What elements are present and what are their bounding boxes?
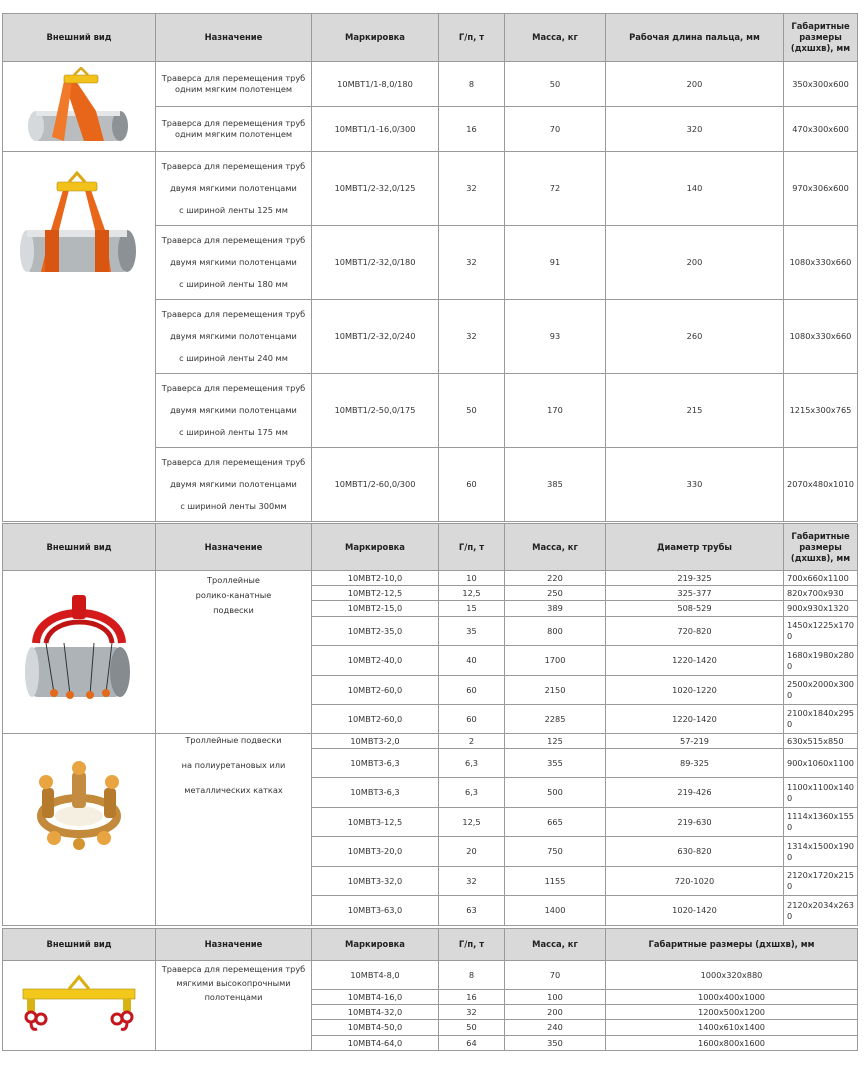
col-header-purpose: Назначение (156, 524, 312, 571)
header-row (3, 14, 858, 62)
purpose-text: с шириной ленты 180 мм (179, 279, 288, 289)
col-header-dimensions: Габаритные размеры (дхшхв), мм (606, 929, 858, 961)
load-cell: 32 (439, 300, 505, 374)
finger-length-cell: 320 (606, 107, 784, 152)
marking-cell: 10МВТ2-40,0 (312, 646, 439, 676)
load-cell: 35 (439, 617, 505, 646)
purpose-text: Траверса для перемещения труб (161, 235, 306, 245)
trolley-polyurethane-suspension-icon (24, 758, 134, 858)
dimensions-cell: 2070х480х1010 (784, 448, 858, 522)
purpose-cell (156, 107, 312, 152)
purpose-text: Траверса для перемещения труб (161, 964, 306, 974)
pipe-diameter-cell: 508-529 (606, 601, 784, 617)
dimensions-cell: 1200х500х1200 (606, 1005, 858, 1020)
load-cell: 2 (439, 734, 505, 749)
col-header-purpose: Назначение (156, 14, 312, 62)
pipe-diameter-cell: 1220-1420 (606, 646, 784, 676)
table-traverses (2, 13, 858, 522)
marking-cell: 10МВТ2-15,0 (312, 601, 439, 617)
col-header-view: Внешний вид (3, 524, 156, 571)
load-cell: 32 (439, 226, 505, 300)
dimensions-cell: 700х660х1100 (784, 571, 858, 586)
mass-cell: 1400 (505, 896, 606, 926)
traverse-single-sling-icon (24, 67, 134, 147)
col-header-marking: Маркировка (312, 14, 439, 62)
marking-cell: 10МВТ3-32,0 (312, 867, 439, 896)
purpose-text: ролико-канатные (195, 590, 272, 600)
marking-cell: 10МВТ4-32,0 (312, 1005, 439, 1020)
pipe-diameter-cell: 219-325 (606, 571, 784, 586)
product-image-cell (3, 152, 156, 522)
col-header-finger-length: Рабочая длина пальца, мм (606, 14, 784, 62)
purpose-text: двумя мягкими полотенцами (170, 183, 297, 193)
purpose-text: одним мягким полотенцем (174, 84, 293, 94)
trolley-roller-suspension-icon (24, 585, 134, 709)
marking-cell: 10МВТ2-60,0 (312, 676, 439, 705)
pipe-diameter-cell: 1020-1420 (606, 896, 784, 926)
dimensions-cell: 1680х1980х2800 (784, 646, 858, 676)
table-trolley-suspensions (2, 523, 858, 926)
finger-length-cell: 200 (606, 226, 784, 300)
purpose-text: двумя мягкими полотенцами (170, 405, 297, 415)
pipe-diameter-cell: 720-1020 (606, 867, 784, 896)
purpose-text: двумя мягкими полотенцами (170, 257, 297, 267)
mass-cell: 240 (505, 1020, 606, 1036)
marking-cell: 10МВТ2-60,0 (312, 705, 439, 734)
pipe-diameter-cell: 89-325 (606, 749, 784, 778)
marking-cell: 10МВТ2-10,0 (312, 571, 439, 586)
mass-cell: 125 (505, 734, 606, 749)
marking-cell: 10МВТ3-6,3 (312, 778, 439, 808)
dimensions-cell: 1000х400х1000 (606, 990, 858, 1005)
load-cell: 8 (439, 961, 505, 990)
mass-cell: 250 (505, 586, 606, 601)
finger-length-cell: 215 (606, 374, 784, 448)
product-image-cell (3, 571, 156, 734)
table-row (3, 571, 858, 586)
purpose-text: металлических катках (184, 785, 283, 795)
pipe-diameter-cell: 1220-1420 (606, 705, 784, 734)
dimensions-cell: 1000х320х880 (606, 961, 858, 990)
col-header-view: Внешний вид (3, 14, 156, 62)
pipe-diameter-cell: 720-820 (606, 617, 784, 646)
mass-cell: 385 (505, 448, 606, 522)
dimensions-cell: 470х300х600 (784, 107, 858, 152)
finger-length-cell: 200 (606, 62, 784, 107)
product-image-cell (3, 734, 156, 926)
purpose-cell (156, 152, 312, 226)
mass-cell: 91 (505, 226, 606, 300)
marking-cell: 10МВТ3-20,0 (312, 837, 439, 867)
purpose-text: Траверса для перемещения труб (161, 457, 306, 467)
dimensions-cell: 970х306х600 (784, 152, 858, 226)
col-header-mass: Масса, кг (505, 14, 606, 62)
marking-cell: 10МВТ1/2-60,0/300 (312, 448, 439, 522)
pipe-diameter-cell: 1020-1220 (606, 676, 784, 705)
dimensions-cell: 2500х2000х3000 (784, 676, 858, 705)
purpose-text: с шириной ленты 125 мм (179, 205, 288, 215)
purpose-text: Траверса для перемещения труб (161, 73, 306, 83)
purpose-text: двумя мягкими полотенцами (170, 331, 297, 341)
marking-cell: 10МВТ3-12,5 (312, 808, 439, 837)
dimensions-cell: 1314х1500х1900 (784, 837, 858, 867)
col-header-load: Г/п, т (439, 14, 505, 62)
dimensions-cell: 1450х1225х1700 (784, 617, 858, 646)
mass-cell: 500 (505, 778, 606, 808)
dimensions-cell: 1080х330х660 (784, 226, 858, 300)
pipe-diameter-cell: 219-426 (606, 778, 784, 808)
load-cell: 12,5 (439, 808, 505, 837)
col-header-load: Г/п, т (439, 929, 505, 961)
purpose-text: с шириной ленты 175 мм (179, 427, 288, 437)
finger-length-cell: 140 (606, 152, 784, 226)
finger-length-cell: 330 (606, 448, 784, 522)
mass-cell: 750 (505, 837, 606, 867)
load-cell: 40 (439, 646, 505, 676)
purpose-cell (156, 734, 312, 926)
mass-cell: 355 (505, 749, 606, 778)
pipe-diameter-cell: 325-377 (606, 586, 784, 601)
marking-cell: 10МВТ4-16,0 (312, 990, 439, 1005)
marking-cell: 10МВТ3-2,0 (312, 734, 439, 749)
marking-cell: 10МВТ1/2-50,0/175 (312, 374, 439, 448)
load-cell: 6,3 (439, 778, 505, 808)
pipe-diameter-cell: 57-219 (606, 734, 784, 749)
col-header-mass: Масса, кг (505, 524, 606, 571)
dimensions-cell: 820х700х930 (784, 586, 858, 601)
load-cell: 20 (439, 837, 505, 867)
col-header-marking: Маркировка (312, 929, 439, 961)
marking-cell: 10МВТ1/2-32,0/180 (312, 226, 439, 300)
mass-cell: 1700 (505, 646, 606, 676)
load-cell: 50 (439, 374, 505, 448)
beam-traverse-hooks-icon (19, 973, 139, 1037)
dimensions-cell: 630х515х850 (784, 734, 858, 749)
dimensions-cell: 900х930х1320 (784, 601, 858, 617)
load-cell: 32 (439, 867, 505, 896)
purpose-text: Траверса для перемещения труб (161, 383, 306, 393)
purpose-text: полотенцами (204, 992, 263, 1002)
load-cell: 32 (439, 152, 505, 226)
table-row (3, 961, 858, 990)
load-cell: 50 (439, 1020, 505, 1036)
mass-cell: 93 (505, 300, 606, 374)
marking-cell: 10МВТ2-12,5 (312, 586, 439, 601)
product-image-cell (3, 62, 156, 152)
marking-cell: 10МВТ4-50,0 (312, 1020, 439, 1036)
col-header-load: Г/п, т (439, 524, 505, 571)
mass-cell: 800 (505, 617, 606, 646)
load-cell: 15 (439, 601, 505, 617)
marking-cell: 10МВТ1/1-8,0/180 (312, 62, 439, 107)
marking-cell: 10МВТ3-63,0 (312, 896, 439, 926)
purpose-text: на полиуретановых или (181, 760, 286, 770)
dimensions-cell: 1100х1100х1400 (784, 778, 858, 808)
load-cell: 60 (439, 676, 505, 705)
purpose-text: Траверса для перемещения труб (161, 161, 306, 171)
col-header-dimensions: Габаритные размеры (дхшхв), мм (784, 524, 858, 571)
purpose-text: Траверса для перемещения труб (161, 118, 306, 128)
dimensions-cell: 1400х610х1400 (606, 1020, 858, 1036)
col-header-marking: Маркировка (312, 524, 439, 571)
pipe-diameter-cell: 630-820 (606, 837, 784, 867)
mass-cell: 665 (505, 808, 606, 837)
purpose-text: Траверса для перемещения труб (161, 309, 306, 319)
purpose-text: одним мягким полотенцем (174, 129, 293, 139)
table-row (3, 62, 858, 107)
mass-cell: 50 (505, 62, 606, 107)
load-cell: 6,3 (439, 749, 505, 778)
dimensions-cell: 2120х1720х2150 (784, 867, 858, 896)
load-cell: 60 (439, 448, 505, 522)
load-cell: 10 (439, 571, 505, 586)
dimensions-cell: 1600х800х1600 (606, 1036, 858, 1051)
marking-cell: 10МВТ2-35,0 (312, 617, 439, 646)
header-row (3, 524, 858, 571)
dimensions-cell: 1114х1360х1550 (784, 808, 858, 837)
dimensions-cell: 350х300х600 (784, 62, 858, 107)
mass-cell: 350 (505, 1036, 606, 1051)
purpose-text: мягкими высокопрочными (176, 978, 291, 988)
purpose-cell (156, 374, 312, 448)
purpose-text: подвески (213, 605, 254, 615)
mass-cell: 170 (505, 374, 606, 448)
product-image-cell (3, 961, 156, 1051)
traverse-double-sling-icon (19, 168, 139, 288)
mass-cell: 1155 (505, 867, 606, 896)
dimensions-cell: 900х1060х1100 (784, 749, 858, 778)
load-cell: 60 (439, 705, 505, 734)
mass-cell: 2285 (505, 705, 606, 734)
load-cell: 63 (439, 896, 505, 926)
purpose-text: двумя мягкими полотенцами (170, 479, 297, 489)
purpose-text: с шириной ленты 240 мм (179, 353, 288, 363)
marking-cell: 10МВТ4-8,0 (312, 961, 439, 990)
header-row (3, 929, 858, 961)
purpose-text: Троллейные (207, 575, 260, 585)
mass-cell: 72 (505, 152, 606, 226)
mass-cell: 220 (505, 571, 606, 586)
col-header-mass: Масса, кг (505, 929, 606, 961)
mass-cell: 100 (505, 990, 606, 1005)
col-header-view: Внешний вид (3, 929, 156, 961)
purpose-cell (156, 62, 312, 107)
load-cell: 16 (439, 107, 505, 152)
marking-cell: 10МВТ1/2-32,0/125 (312, 152, 439, 226)
mass-cell: 200 (505, 1005, 606, 1020)
mass-cell: 70 (505, 961, 606, 990)
load-cell: 12,5 (439, 586, 505, 601)
purpose-cell (156, 448, 312, 522)
dimensions-cell: 2100х1840х2950 (784, 705, 858, 734)
table-row (3, 152, 858, 226)
purpose-cell (156, 961, 312, 1051)
marking-cell: 10МВТ1/2-32,0/240 (312, 300, 439, 374)
load-cell: 64 (439, 1036, 505, 1051)
purpose-cell (156, 226, 312, 300)
load-cell: 16 (439, 990, 505, 1005)
col-header-dimensions: Габаритные размеры (дхшхв), мм (784, 14, 858, 62)
purpose-text: Троллейные подвески (185, 735, 282, 745)
finger-length-cell: 260 (606, 300, 784, 374)
marking-cell: 10МВТ3-6,3 (312, 749, 439, 778)
purpose-cell (156, 571, 312, 734)
marking-cell: 10МВТ1/1-16,0/300 (312, 107, 439, 152)
purpose-cell (156, 300, 312, 374)
dimensions-cell: 1215х300х765 (784, 374, 858, 448)
marking-cell: 10МВТ4-64,0 (312, 1036, 439, 1051)
dimensions-cell: 1080х330х660 (784, 300, 858, 374)
load-cell: 32 (439, 1005, 505, 1020)
col-header-pipe-diameter: Диаметр трубы (606, 524, 784, 571)
dimensions-cell: 2120х2034х2630 (784, 896, 858, 926)
col-header-purpose: Назначение (156, 929, 312, 961)
purpose-text: с шириной ленты 300мм (180, 501, 287, 511)
mass-cell: 389 (505, 601, 606, 617)
table-row (3, 734, 858, 749)
load-cell: 8 (439, 62, 505, 107)
pipe-diameter-cell: 219-630 (606, 808, 784, 837)
table-beam-traverses (2, 928, 858, 1051)
mass-cell: 2150 (505, 676, 606, 705)
mass-cell: 70 (505, 107, 606, 152)
